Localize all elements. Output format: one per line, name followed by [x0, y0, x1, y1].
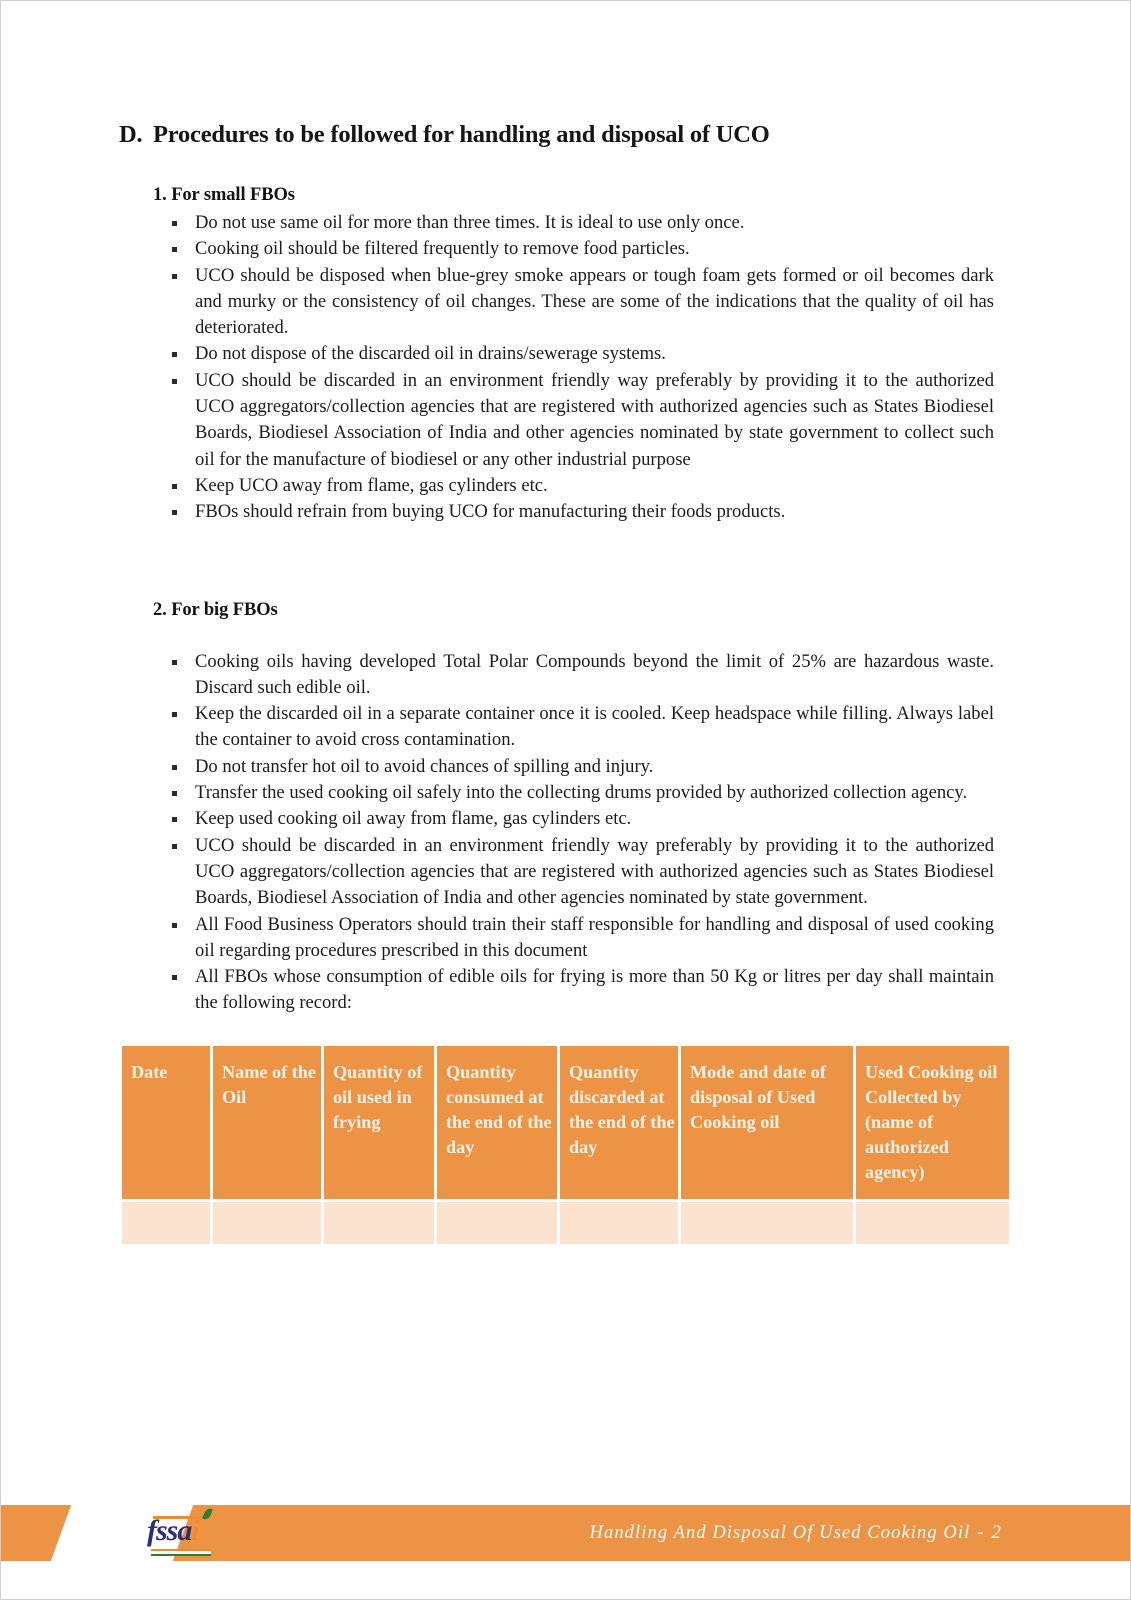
bullet-square-icon: [172, 844, 177, 849]
list-item: [165, 263, 994, 342]
table-header-name-of-oil: Name of the Oil: [213, 1046, 321, 1199]
table-cell-quantity-consumed[interactable]: [437, 1202, 557, 1244]
list-item-text: Keep used cooking oil away from flame, gas cylinders etc.: [195, 808, 632, 830]
bullet-square-icon: [172, 817, 177, 822]
footer-document-title: Handling And Disposal Of Used Cooking Oil: [589, 1522, 971, 1543]
list-item-text: UCO should be disposed when blue-grey smoke appears or tough foam gets formed or oil becomes dark and murky or the consistency of oil changes. These are some of the indications that the quality of oil has deteriorated.: [195, 264, 994, 339]
list-item-text: Do not use same oil for more than three times. It is ideal to use only once.: [195, 212, 745, 233]
table-header-quantity-discarded: Quantity discarded at the end of the day: [560, 1046, 678, 1199]
subsection-heading-big-fbos: 2. For big FBOs: [153, 599, 278, 620]
list-item: [165, 754, 994, 780]
bullet-square-icon: [172, 274, 177, 279]
bullet-list-small-fbos: [119, 210, 994, 526]
bullet-square-icon: [172, 352, 177, 357]
table-header-collected-by: Used Cooking oil Collected by (name of authorized agency): [856, 1046, 1009, 1199]
list-item-text: Do not transfer hot oil to avoid chances of spilling and injury.: [195, 755, 654, 777]
bullet-square-icon: [172, 765, 177, 770]
subsection-heading-small-fbos: 1. For small FBOs: [153, 185, 295, 205]
list-item: [165, 341, 994, 367]
list-item-text: All FBOs whose consumption of edible oils for frying is more than 50 Kg or litres per day shall maintain the following record:: [195, 966, 994, 1014]
list-item-text: Keep UCO away from flame, gas cylinders etc.: [195, 474, 548, 496]
list-item-text: Do not dispose of the discarded oil in drains/sewerage systems.: [195, 343, 666, 365]
fssai-logo: [141, 1508, 231, 1558]
page-content: [119, 121, 998, 1247]
list-item: [165, 964, 994, 1017]
list-item: [165, 473, 994, 499]
list-item-text: UCO should be discarded in an environment friendly way preferably by providing it to the authorized UCO aggregators/collection agencies that are registered with authorized agencies such as States Biodiesel Boards, Biodiesel Association of India and other agencies nominated by state government to collect such oil for the manufacture of biodiesel or any other industrial purpose: [195, 369, 994, 470]
table-cell-collected-by[interactable]: [856, 1202, 1009, 1244]
list-item: [165, 806, 994, 832]
page-title: [119, 121, 994, 149]
table-cell-quantity-used-frying[interactable]: [324, 1202, 434, 1244]
footer-page-number: 2: [991, 1522, 1002, 1543]
bullet-square-icon: [172, 975, 177, 980]
list-item-text: Cooking oils having developed Total Polar Compounds beyond the limit of 25% are hazardous waste. Discard such edible oil.: [195, 650, 994, 698]
list-item-text: UCO should be discarded in an environment friendly way preferably by providing it to the authorized UCO aggregators/collection agencies that are registered with authorized agencies such as States Biodiesel Boards, Biodiesel Association of India and other agencies nominated by state government.: [195, 834, 994, 909]
leaf-icon: [202, 1507, 212, 1521]
bullet-square-icon: [172, 247, 177, 252]
footer-title-and-page: [590, 1505, 1002, 1561]
list-item: [165, 236, 994, 262]
list-item: [165, 368, 994, 473]
bullet-square-icon: [172, 923, 177, 928]
table-header-quantity-used-frying: Quantity of oil used in frying: [324, 1046, 434, 1199]
table-cell-mode-date-disposal[interactable]: [681, 1202, 853, 1244]
list-item: [165, 649, 994, 702]
bullet-square-icon: [172, 510, 177, 515]
page-footer: [1, 1505, 1130, 1561]
list-item-text: Transfer the used cooking oil safely into the collecting drums provided by authorized collection agency.: [195, 782, 968, 804]
logo-wordmark: [147, 1513, 199, 1549]
logo-wordmark-text: fssa: [147, 1514, 192, 1547]
list-item-text: Keep the discarded oil in a separate container once it is cooled. Keep headspace while filling. Always label the container to avoid cross contamination.: [195, 703, 994, 751]
list-item: [165, 701, 994, 754]
footer-separator: -: [977, 1522, 985, 1543]
bullet-list-big-fbos: [119, 649, 994, 1017]
bullet-square-icon: [172, 712, 177, 717]
tricolor-bar-icon: [151, 1549, 211, 1556]
table-header-row: [122, 1046, 1009, 1199]
table-cell-name-of-oil[interactable]: [213, 1202, 321, 1244]
section-letter: D.: [119, 121, 143, 148]
bullet-square-icon: [172, 660, 177, 665]
table-cell-date[interactable]: [122, 1202, 210, 1244]
table-cell-quantity-discarded[interactable]: [560, 1202, 678, 1244]
table-row[interactable]: [122, 1202, 1009, 1244]
logo-wordmark-i: i: [191, 1514, 199, 1547]
table-header-quantity-consumed: Quantity consumed at the end of the day: [437, 1046, 557, 1199]
bullet-square-icon: [172, 484, 177, 489]
bullet-square-icon: [172, 379, 177, 384]
list-item-text: FBOs should refrain from buying UCO for manufacturing their foods products.: [195, 501, 786, 523]
list-item: [165, 833, 994, 912]
list-item: [165, 210, 994, 236]
list-item: [165, 499, 994, 525]
bullet-square-icon: [172, 791, 177, 796]
table-header-mode-date-disposal: Mode and date of disposal of Used Cooking oil: [681, 1046, 853, 1199]
list-item-text: Cooking oil should be filtered frequently to remove food particles.: [195, 238, 690, 260]
list-item-text: All Food Business Operators should train their staff responsible for handling and disposal of used cooking oil regarding procedures prescribed in this document: [195, 913, 994, 961]
table-header-date: Date: [122, 1046, 210, 1199]
list-item: [165, 912, 994, 965]
section-title-text: Procedures to be followed for handling and disposal of UCO: [153, 121, 770, 148]
list-item: [165, 780, 994, 806]
bullet-square-icon: [172, 221, 177, 226]
uco-record-table: [119, 1043, 1012, 1247]
